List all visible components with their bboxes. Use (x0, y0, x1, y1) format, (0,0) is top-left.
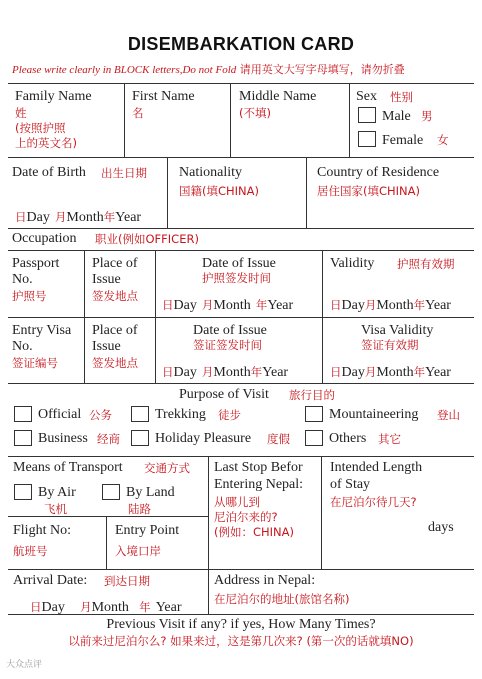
others-checkbox[interactable] (305, 430, 323, 446)
middle-name-cn: (不填) (239, 106, 271, 120)
middle-name-label: Middle Name (239, 89, 317, 104)
year-en: Year (425, 365, 451, 380)
divider (155, 250, 156, 383)
transport-heading: Means of Transport (13, 460, 123, 475)
transport-heading-cn: 交通方式 (144, 461, 190, 475)
divider (8, 250, 474, 251)
month-en: Month (213, 365, 251, 380)
month-cn: 月 (54, 210, 67, 224)
holiday-checkbox[interactable] (131, 430, 149, 446)
mountaineering-label: Mountaineering (329, 407, 419, 422)
by-air-label: By Air (38, 485, 76, 500)
day-cn: 日 (330, 365, 342, 379)
mountaineering-checkbox[interactable] (305, 406, 323, 422)
by-land-checkbox[interactable] (102, 484, 120, 500)
day-cn: 日 (162, 298, 174, 312)
first-name-cn: 名 (132, 106, 144, 120)
by-air-cn: 飞机 (44, 502, 67, 516)
occupation-label: Occupation (12, 231, 77, 246)
female-label: Female (382, 133, 424, 148)
divider (8, 516, 208, 517)
passport-no-cn: 护照号 (12, 289, 47, 303)
residence-cn: 居住国家(填CHINA) (317, 184, 421, 198)
year-cn: 年 (413, 365, 426, 379)
trekking-label: Trekking (155, 407, 206, 422)
trekking-checkbox[interactable] (131, 406, 149, 422)
address-cn: 在尼泊尔的地址(旅馆名称) (214, 592, 350, 606)
passport-no-label: Passport (12, 256, 60, 271)
nationality-cn: 国籍(填CHINA) (179, 184, 260, 198)
passport-validity-label: Validity (330, 256, 375, 271)
entry-point-label: Entry Point (115, 523, 180, 538)
month-en: Month (91, 600, 129, 615)
day-en: Day (341, 365, 365, 380)
year-cn: 年 (250, 365, 263, 379)
others-cn: 其它 (378, 432, 401, 446)
first-name-label: First Name (132, 89, 195, 104)
divider (8, 569, 474, 570)
visa-date-label: Date of Issue (193, 323, 267, 338)
visa-validity-label: Visa Validity (361, 323, 434, 338)
passport-no-label2: No. (12, 272, 33, 287)
visa-validity-format (330, 362, 451, 381)
passport-validity-format (330, 295, 451, 314)
address-label: Address in Nepal: (214, 573, 316, 588)
passport-date-cn: 护照签发时间 (202, 271, 271, 285)
business-checkbox[interactable] (14, 430, 32, 446)
visa-place-label2: Issue (92, 339, 121, 354)
divider (208, 456, 209, 569)
month-cn: 月 (201, 365, 214, 379)
female-cn: 女 (437, 133, 449, 147)
entry-point-cn: 入境口岸 (115, 544, 161, 558)
by-land-cn: 陆路 (128, 502, 151, 516)
month-cn: 月 (80, 600, 92, 614)
male-checkbox[interactable] (358, 107, 376, 123)
day-en: Day (41, 600, 65, 615)
official-label: Official (38, 407, 82, 422)
official-checkbox[interactable] (14, 406, 32, 422)
business-cn: 经商 (97, 432, 120, 446)
year-en: Year (425, 298, 451, 313)
month-cn: 月 (364, 365, 377, 379)
business-label: Business (38, 431, 88, 446)
by-air-checkbox[interactable] (14, 484, 32, 500)
year-en: Year (155, 600, 182, 615)
month-cn: 月 (364, 298, 377, 312)
day-cn: 日 (162, 365, 174, 379)
dob-cn: 出生日期 (101, 166, 147, 180)
official-cn: 公务 (89, 408, 112, 422)
day-cn: 日 (30, 600, 42, 614)
month-en: Month (66, 210, 104, 225)
purpose-heading-cn: 旅行目的 (289, 388, 335, 402)
family-name-cn: 姓 (15, 106, 27, 120)
residence-label: Country of Residence (317, 165, 440, 180)
arrival-cn: 到达日期 (104, 574, 150, 588)
by-land-label: By Land (126, 485, 175, 500)
divider (349, 83, 350, 157)
visa-place-cn: 签发地点 (92, 356, 138, 370)
divider (306, 157, 307, 228)
passport-place-label2: Issue (92, 272, 121, 287)
occupation-cn: 职业(例如OFFICER) (95, 232, 199, 246)
month-en: Month (376, 298, 414, 313)
visa-no-cn: 签证编号 (12, 356, 58, 370)
visa-place-label: Place of (92, 323, 138, 338)
last-stop-label: Last Stop Befor (214, 460, 303, 475)
divider (124, 83, 125, 157)
divider (84, 250, 85, 383)
day-en: Day (173, 365, 197, 380)
divider (230, 83, 231, 157)
day-cn: 日 (15, 210, 27, 224)
year-cn: 年 (139, 600, 151, 614)
watermark: 大众点评 (6, 660, 43, 670)
family-name-cn-note: (按照护照 (15, 121, 66, 135)
divider (208, 569, 209, 614)
dob-format (15, 207, 141, 226)
passport-validity-cn: 护照有效期 (397, 257, 455, 271)
month-en: Month (376, 365, 414, 380)
visa-date-cn: 签证签发时间 (193, 338, 262, 352)
arrival-format (30, 597, 182, 616)
year-en: Year (115, 210, 142, 225)
divider (322, 250, 323, 383)
passport-date-label: Date of Issue (202, 256, 276, 271)
flight-no-label: Flight No: (13, 523, 71, 538)
others-label: Others (329, 431, 367, 446)
instruction-cn: 请用英文大写字母填写，请勿折叠 (239, 63, 405, 76)
visa-validity-cn: 签证有效期 (361, 338, 419, 352)
divider (8, 317, 474, 318)
sex-label: Sex (356, 89, 377, 104)
sex-cn: 性别 (390, 90, 413, 104)
divider (106, 516, 107, 569)
family-name-label: Family Name (15, 89, 92, 104)
holiday-cn: 度假 (267, 432, 290, 446)
month-en: Month (213, 298, 251, 313)
year-en: Year (262, 365, 289, 380)
day-en: Day (26, 210, 50, 225)
mountaineering-cn: 登山 (437, 408, 460, 422)
day-en: Day (173, 298, 197, 313)
divider (167, 157, 168, 228)
last-stop-cn3: (例如：CHINA) (214, 525, 295, 539)
instruction-line (12, 64, 405, 77)
flight-no-cn: 航班号 (13, 544, 48, 558)
previous-visit-label: Previous Visit if any? if yes, How Many Times? (106, 617, 376, 632)
instruction-en: Please write clearly in BLOCK letters,Do not Fold (12, 64, 237, 76)
passport-place-label: Place of (92, 256, 138, 271)
stay-label: Intended Length (330, 460, 423, 475)
year-cn: 年 (413, 298, 426, 312)
arrival-label: Arrival Date: (13, 573, 88, 588)
dob-label: Date of Birth (12, 165, 86, 180)
visa-no-label2: No. (12, 339, 33, 354)
divider (8, 228, 474, 229)
divider (8, 456, 474, 457)
year-cn: 年 (103, 210, 116, 224)
purpose-heading: Purpose of Visit (179, 387, 269, 402)
visa-no-label: Entry Visa (12, 323, 72, 338)
last-stop-label2: Entering Nepal: (214, 477, 304, 492)
divider (8, 157, 474, 158)
month-cn: 月 (201, 298, 214, 312)
year-cn: 年 (255, 298, 268, 312)
male-label: Male (382, 109, 411, 124)
stay-cn: 在尼泊尔待几天? (330, 495, 417, 509)
stay-days: days (428, 520, 454, 535)
passport-date-format (162, 295, 293, 314)
holiday-label: Holiday Pleasure (155, 431, 252, 446)
female-checkbox[interactable] (358, 131, 376, 147)
male-cn: 男 (421, 109, 433, 123)
card-title: DISEMBARKATION CARD (127, 34, 355, 54)
year-en: Year (267, 298, 294, 313)
stay-label2: of Stay (330, 477, 371, 492)
nationality-label: Nationality (179, 165, 242, 180)
last-stop-cn: 从哪儿到 (214, 495, 260, 509)
last-stop-cn2: 尼泊尔来的? (214, 510, 278, 524)
family-name-cn-note2: 上的英文名) (15, 136, 77, 150)
visa-date-format (162, 362, 288, 381)
day-en: Day (341, 298, 365, 313)
divider (321, 456, 322, 569)
passport-place-cn: 签发地点 (92, 289, 138, 303)
day-cn: 日 (330, 298, 342, 312)
divider (8, 383, 474, 384)
divider (8, 83, 474, 84)
previous-visit-cn: 以前来过尼泊尔么? 如果来过，这是第几次来? (第一次的话就填NO) (68, 634, 414, 648)
trekking-cn: 徒步 (218, 408, 241, 422)
